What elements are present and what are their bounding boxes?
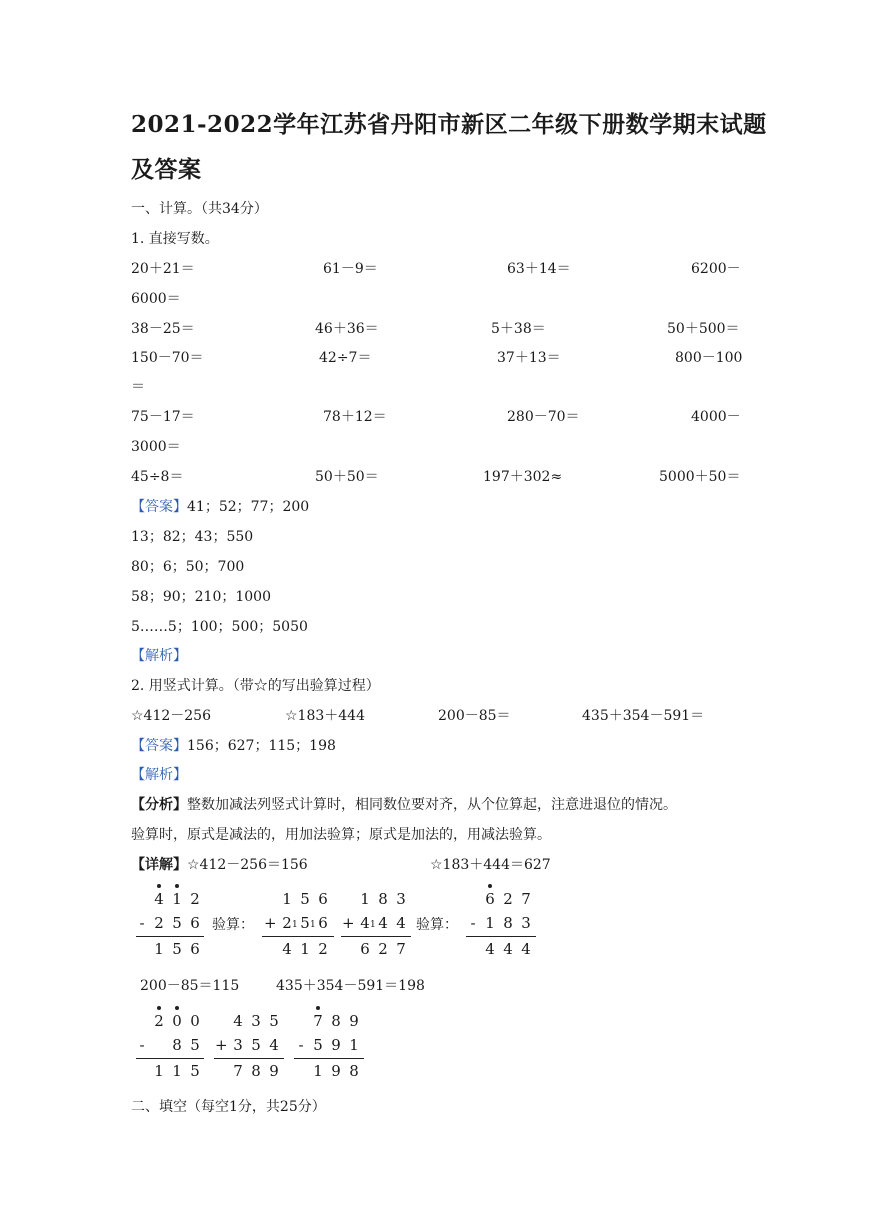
digit: 5	[269, 1012, 279, 1030]
calc-rule	[466, 936, 536, 937]
carry-mark: 1	[370, 920, 376, 930]
digit: 6	[190, 914, 200, 932]
q2-analysis-tag: 【解析】	[131, 767, 187, 783]
digit: 4	[269, 1036, 279, 1054]
digit: 1	[300, 940, 310, 958]
q1-item: 150－70＝	[131, 350, 204, 366]
detail-eq3: 200－85＝115	[140, 978, 240, 994]
q1-item: 800－100	[675, 350, 743, 366]
q1-item-wrap: 3000＝	[131, 439, 181, 455]
digit: 8	[251, 1062, 261, 1080]
calc-rule	[341, 936, 411, 937]
digit: 6	[485, 890, 495, 908]
digit: 1	[282, 890, 292, 908]
operator: -	[298, 1036, 304, 1054]
answer-tag: 【答案】	[131, 499, 187, 515]
borrow-dot	[175, 1006, 179, 1010]
digit: 9	[269, 1062, 279, 1080]
digit: 5	[190, 1036, 200, 1054]
operator: -	[470, 914, 476, 932]
calc-rule	[136, 936, 204, 937]
q1-item: 45÷8＝	[131, 469, 184, 485]
digit: 3	[396, 890, 406, 908]
digit: 1	[154, 1062, 164, 1080]
digit: 5	[251, 1036, 261, 1054]
check-label: 验算：	[212, 917, 254, 933]
vertical-calc-200-85	[136, 1004, 206, 1084]
digit: 4	[233, 1012, 243, 1030]
digit: 8	[503, 914, 513, 932]
q2-answer-line	[131, 735, 336, 755]
xiangjie-eq2: ☆183＋444＝627	[430, 857, 551, 873]
q1-item: 63＋14＝	[507, 261, 571, 277]
digit: 9	[349, 1012, 359, 1030]
q1-item: 5000＋50＝	[659, 469, 741, 485]
q1-label: 1. 直接写数。	[131, 231, 219, 247]
digit: 4	[503, 940, 513, 958]
digit: 4	[485, 940, 495, 958]
digit: 1	[172, 890, 182, 908]
q1-answer-line	[131, 496, 309, 516]
operator: +	[342, 914, 355, 932]
q1-answer-line: 58；90；210；1000	[131, 589, 271, 605]
carry-mark: 1	[292, 920, 298, 930]
calc-rule	[294, 1058, 364, 1059]
digit: 2	[154, 1012, 164, 1030]
q1-item: 37＋13＝	[497, 350, 561, 366]
digit: 1	[360, 890, 370, 908]
q1-item: 38－25＝	[131, 321, 195, 337]
digit: 3	[251, 1012, 261, 1030]
digit: 4	[154, 890, 164, 908]
digit: 5	[300, 914, 310, 932]
digit: 3	[233, 1036, 243, 1054]
operator: +	[264, 914, 277, 932]
answer-text: 156；627；115；198	[187, 738, 336, 754]
section-2-heading: 二、填空（每空1分，共25分）	[131, 1099, 326, 1115]
digit: 7	[313, 1012, 323, 1030]
digit: 9	[331, 1062, 341, 1080]
digit: 6	[318, 890, 328, 908]
vertical-calc-789-591	[294, 1004, 364, 1084]
xiangjie-eq1: ☆412－256＝156	[187, 857, 308, 873]
operator: +	[215, 1036, 228, 1054]
digit: 6	[360, 940, 370, 958]
q1-answer-line: 80；6；50；700	[131, 559, 245, 575]
operator: -	[139, 914, 145, 932]
borrow-dot	[316, 1006, 320, 1010]
digit: 7	[521, 890, 531, 908]
q1-item: 280－70＝	[507, 409, 580, 425]
digit: 1	[154, 940, 164, 958]
digit: 7	[233, 1062, 243, 1080]
digit: 9	[331, 1036, 341, 1054]
borrow-dot	[488, 884, 492, 888]
vertical-calc-156-256	[262, 882, 334, 962]
digit: 3	[521, 914, 531, 932]
q1-analysis-tag: 【解析】	[131, 648, 187, 664]
digit: 5	[190, 1062, 200, 1080]
q1-item: 75－17＝	[131, 409, 195, 425]
digit: 2	[503, 890, 513, 908]
digit: 2	[378, 940, 388, 958]
doc-title-line2: 及答案	[131, 156, 202, 183]
digit: 5	[313, 1036, 323, 1054]
q1-item: 50＋500＝	[667, 321, 740, 337]
vertical-calc-183-444	[341, 882, 411, 962]
digit: 2	[154, 914, 164, 932]
digit: 4	[396, 914, 406, 932]
section-1-heading: 一、计算。（共34分）	[131, 201, 268, 217]
q1-item: 20＋21＝	[131, 261, 195, 277]
q1-item: 78＋12＝	[323, 409, 387, 425]
q2-fenxi-line	[131, 794, 677, 814]
digit: 0	[190, 1012, 200, 1030]
q1-answer-line: 13；82；43；550	[131, 529, 254, 545]
operator: -	[139, 1036, 145, 1054]
q2-fenxi-line2: 验算时，原式是减法的，用加法验算；原式是加法的，用减法验算。	[131, 827, 551, 843]
digit: 4	[282, 940, 292, 958]
xiangjie-tag: 【详解】	[131, 857, 187, 873]
doc-title-line1: 2021-2022学年江苏省丹阳市新区二年级下册数学期末试题	[131, 111, 767, 138]
digit: 8	[349, 1062, 359, 1080]
digit: 8	[331, 1012, 341, 1030]
q2-label: 2. 用竖式计算。（带☆的写出验算过程）	[131, 678, 380, 694]
q2-problem: ☆412－256	[131, 708, 211, 724]
digit: 5	[172, 940, 182, 958]
digit: 0	[172, 1012, 182, 1030]
q1-item: 61－9＝	[323, 261, 378, 277]
calc-rule	[214, 1058, 284, 1059]
fenxi-tag: 【分析】	[131, 797, 187, 813]
check-label: 验算：	[416, 917, 458, 933]
q2-problem: 435＋354－591＝	[582, 708, 705, 724]
digit: 6	[318, 914, 328, 932]
digit: 2	[190, 890, 200, 908]
digit: 5	[172, 914, 182, 932]
q1-item: 197＋302≈	[483, 469, 563, 485]
q1-item: 46＋36＝	[315, 321, 379, 337]
q1-item-wrap: ＝	[131, 379, 145, 395]
vertical-calc-412-256	[136, 882, 206, 962]
vertical-calc-627-183	[466, 882, 536, 962]
calc-rule	[262, 936, 334, 937]
borrow-dot	[157, 884, 161, 888]
q1-item-wrap: 6000＝	[131, 291, 181, 307]
digit: 8	[172, 1036, 182, 1054]
q1-item: 50＋50＝	[315, 469, 379, 485]
q1-item: 6200－	[691, 261, 741, 277]
answer-tag: 【答案】	[131, 738, 187, 754]
digit: 1	[349, 1036, 359, 1054]
digit: 2	[318, 940, 328, 958]
fenxi-text: 整数加减法列竖式计算时，相同数位要对齐，从个位算起，注意进退位的情况。	[187, 797, 677, 813]
answer-text: 41；52；77；200	[187, 499, 310, 515]
q2-xiangjie-line	[131, 854, 308, 874]
digit: 7	[396, 940, 406, 958]
digit: 5	[300, 890, 310, 908]
q1-item: 4000－	[691, 409, 741, 425]
digit: 1	[313, 1062, 323, 1080]
detail-eq4: 435＋354－591＝198	[276, 978, 425, 994]
carry-mark: 1	[310, 920, 316, 930]
digit: 4	[378, 914, 388, 932]
digit: 1	[485, 914, 495, 932]
vertical-calc-435-354	[214, 1004, 284, 1084]
digit: 6	[190, 940, 200, 958]
borrow-dot	[157, 1006, 161, 1010]
digit: 1	[172, 1062, 182, 1080]
q1-item: 5＋38＝	[491, 321, 546, 337]
digit: 8	[378, 890, 388, 908]
q1-answer-line: 5……5；100；500；5050	[131, 619, 308, 635]
calc-rule	[136, 1058, 204, 1059]
q1-item: 42÷7＝	[319, 350, 372, 366]
q2-problem: 200－85＝	[438, 708, 511, 724]
digit: 4	[521, 940, 531, 958]
digit: 4	[360, 914, 370, 932]
q2-problem: ☆183＋444	[285, 708, 365, 724]
digit: 2	[282, 914, 292, 932]
borrow-dot	[175, 884, 179, 888]
